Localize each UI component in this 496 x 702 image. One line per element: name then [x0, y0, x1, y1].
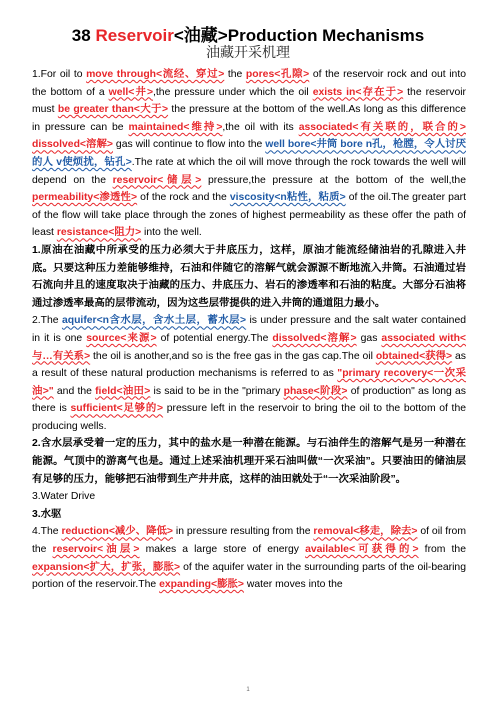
text: 4.The: [32, 526, 62, 538]
keyword: resistance<阻力>: [56, 227, 142, 239]
page-title: [0, 26, 496, 46]
text: of production" as long as there is: [32, 385, 467, 415]
keyword: be greater than<大于>: [57, 104, 169, 116]
text: of oil from the: [32, 526, 466, 556]
keyword: dissolved<溶解>: [32, 139, 113, 151]
text: 1.For oil to: [32, 69, 87, 80]
keyword: pores<孔隙>: [245, 69, 310, 80]
keyword: expanding<膨胀>: [159, 579, 244, 591]
keyword: maintained<维持>: [128, 121, 223, 133]
text: and the: [53, 385, 96, 397]
text: of the rock and the: [137, 192, 230, 204]
text: the oil is another,and so is the free gas in the gas cap.The oil: [90, 350, 376, 362]
keyword: permeability<渗透性>: [32, 192, 138, 204]
keyword: dissolved<溶解>: [272, 332, 357, 344]
text: is said to be in the "primary: [150, 385, 284, 397]
title-reservoir: Reservoir: [95, 26, 174, 45]
paragraph-2-translation: 2.含水层承受着一定的压力，其中的盐水是一种潜在能源。与石油伴生的溶解气是另一种潜在能源。气顶中的游离气也是。通过上述采油机理开采石油叫做“一次采油”。只要油田的储油层有足够的压力，能够把石油带到生产井井底，这样的油田就处于“一次采油阶段”。: [32, 438, 466, 485]
text: 2.The: [32, 315, 62, 327]
paragraph-2: [32, 312, 466, 435]
text: the pressure at the bottom of the well.As long as this difference in pressure can be: [32, 104, 467, 133]
document-body: [32, 66, 466, 594]
title-rest: Production Mechanisms: [227, 26, 425, 45]
paragraph-4: [32, 523, 466, 593]
text: of potential energy.The: [156, 332, 273, 344]
title-number: 38: [71, 26, 91, 45]
section-heading-water-drive-translation: 3.水驱: [32, 508, 62, 520]
keyword: reservoir<储层>: [112, 174, 202, 186]
keyword: move through<流经、穿过>: [86, 69, 225, 80]
keyword: exists in<存在于>: [312, 86, 404, 98]
text: ,the oil with its: [222, 121, 299, 133]
text: gas will continue to flow into the: [112, 139, 266, 151]
page-subtitle: 油藏开采机理: [206, 45, 290, 61]
text: is under pressure and the salt water contained in it is one: [32, 315, 467, 344]
text: into the well.: [141, 227, 202, 239]
keyword: sufficient<足够的>: [70, 403, 164, 415]
keyword: source<来源>: [86, 332, 157, 344]
paragraph-1: [32, 66, 466, 242]
text: as a result of these natural production mechanisms is referred to as: [32, 350, 466, 380]
text: ,the pressure under which the oil: [153, 86, 313, 98]
text: .The rate at which the oil will move through the rock towards the well will depend on the: [32, 156, 466, 186]
text: of the reservoir rock and out into the bottom of a: [32, 69, 467, 98]
keyword: expansion<扩大，扩张，膨胀>: [32, 561, 181, 573]
keyword: phase<阶段>: [283, 385, 348, 397]
text: of the aquifer water in the surrounding parts of the oil-bearing portion of the reservoir.The: [32, 561, 466, 591]
text: the reservoir must: [32, 86, 467, 116]
paragraph-1-translation: 1.原油在油藏中所承受的压力必须大于井底压力，这样，原油才能流经储油岩的孔隙进入井底。只要这种压力差能够维持，石油和伴随它的溶解气就会源源不断地流入井筒。石油通过岩石流向井且的速度取决于油藏的压力、井底压力、岩石的渗透率和石油的粘度。大部分石油将通过渗透率最高的层带流动，因为这些层带提供的进入井筒的通道阻力最小。: [32, 244, 466, 309]
text: makes a large store of energy: [139, 544, 306, 556]
keyword: associated with<与…有关系>: [32, 332, 466, 362]
keyword: reservoir<油层>: [52, 544, 140, 556]
keyword: field<油田>: [95, 385, 151, 397]
text: the: [224, 69, 246, 80]
text: from the: [418, 544, 466, 556]
title-zh: <油藏>: [173, 26, 228, 45]
section-heading-water-drive: 3.Water Drive: [32, 491, 96, 503]
keyword: associated<有关联的，联合的>: [298, 121, 466, 133]
keyword: reduction<减少、降低>: [61, 526, 173, 538]
keyword: available<可获得的>: [305, 544, 419, 556]
keyword: well bore<井筒 bore n孔，枪膛，令人讨厌的人 v使烦扰，钻孔>: [32, 139, 466, 168]
keyword: well<井>: [108, 86, 154, 98]
keyword: "primary recovery<一次采油>": [32, 368, 467, 397]
text: gas: [356, 332, 382, 344]
text: pressure,the pressure at the bottom of the well,the: [201, 174, 466, 186]
keyword: viscosity<n粘性，粘质>: [229, 192, 346, 204]
keyword: removal<移走，除去>: [313, 526, 418, 538]
keyword: aquifer<n含水层，含水土层，蓄水层>: [61, 315, 247, 327]
page-number: 1: [246, 687, 250, 693]
text: pressure left in the reservoir to bring the oil to the bottom of the producing wells.: [32, 403, 467, 432]
keyword: obtained<获得>: [375, 350, 453, 362]
text: of the oil.The greater part of the flow will take place through the zones of highest permeability as these offer the path of least: [32, 192, 466, 239]
text: water moves into the: [243, 579, 343, 591]
text: in pressure resulting from the: [173, 526, 314, 538]
